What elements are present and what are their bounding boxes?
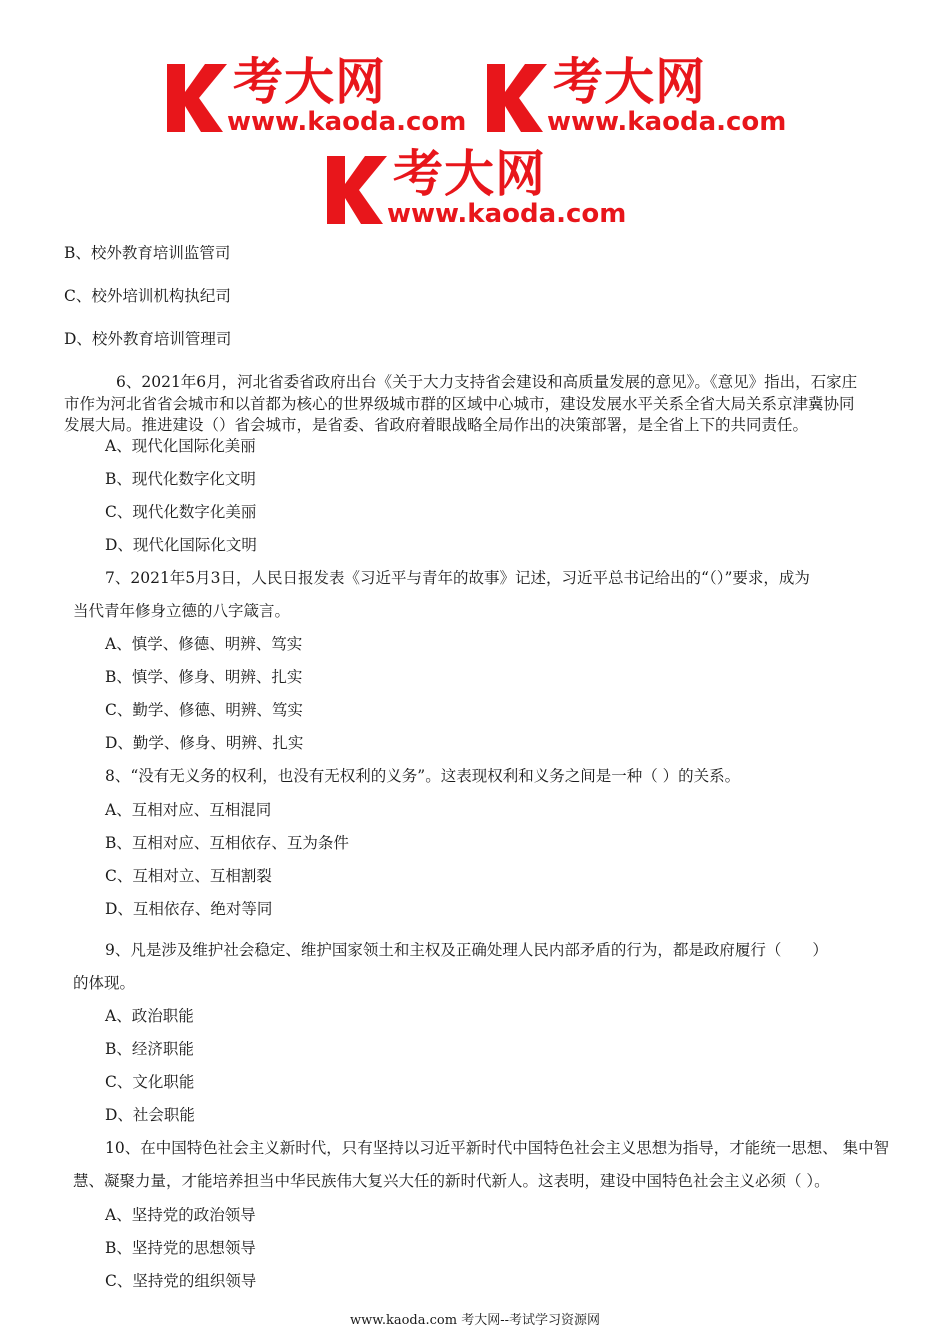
q6-stem-line-3: 发展大局。推进建设（）省会城市，是省委、省政府着眼战略全局作出的决策部署，是全省上下的共同责任。	[64, 416, 809, 434]
q5-option-d: D、校外教育培训管理司	[64, 330, 232, 348]
k-logo-icon	[165, 56, 235, 136]
kaoda-logo-1	[165, 53, 483, 142]
logo-url-text: www.kaoda.com	[387, 199, 627, 229]
q7-option-b: B、慎学、修身、明辨、扎实	[105, 668, 303, 686]
q8-option-d: D、互相依存、绝对等同	[105, 900, 273, 918]
q10-option-b: B、坚持党的思想领导	[105, 1239, 256, 1257]
q10-option-c: C、坚持党的组织领导	[105, 1272, 257, 1290]
q10-stem-line-2: 慧、凝聚力量，才能培养担当中华民族伟大复兴大任的新时代新人。这表明，建设中国特色社会主义必须（ ）。	[73, 1172, 830, 1190]
q9-stem-line-2: 的体现。	[73, 974, 136, 992]
q9-option-b: B、经济职能	[105, 1040, 194, 1058]
q6-stem-line-2: 市作为河北省省会城市和以首都为核心的世界级城市群的区域中心城市，建设发展水平关系全省大局关系京津冀协同	[64, 395, 855, 413]
q9-option-a: A、政治职能	[105, 1007, 194, 1025]
q7-option-a: A、慎学、修德、明辨、笃实	[105, 635, 303, 653]
logo-brand-text: 考大网	[553, 53, 706, 111]
k-logo-icon	[325, 148, 395, 228]
q10-option-a: A、坚持党的政治领导	[105, 1206, 256, 1224]
page-footer: www.kaoda.com 考大网--考试学习资源网	[350, 1313, 600, 1328]
q5-option-b: B、校外教育培训监管司	[64, 244, 231, 262]
q6-option-d: D、现代化国际化文明	[105, 536, 257, 554]
q7-option-c: C、勤学、修德、明辨、笃实	[105, 701, 303, 719]
q8-stem-line-1: 8、“没有无义务的权利，也没有无权利的义务”。这表现权利和义务之间是一种（ ）的关系。	[105, 767, 741, 785]
q9-option-c: C、文化职能	[105, 1073, 195, 1091]
q7-stem-line-2: 当代青年修身立德的八字箴言。	[73, 602, 291, 620]
q8-option-a: A、互相对应、互相混同	[105, 801, 272, 819]
q7-stem-line-1: 7、2021年5月3日，人民日报发表《习近平与青年的故事》记述，习近平总书记给出的“（）”要求，成为	[105, 569, 810, 587]
kaoda-logo-2	[485, 53, 803, 142]
q7-option-d: D、勤学、修身、明辨、扎实	[105, 734, 304, 752]
q5-option-c: C、校外培训机构执纪司	[64, 287, 231, 305]
q6-option-b: B、现代化数字化文明	[105, 470, 256, 488]
q8-option-c: C、互相对立、互相割裂	[105, 867, 272, 885]
q6-option-c: C、现代化数字化美丽	[105, 503, 257, 521]
logo-brand-text: 考大网	[393, 145, 546, 203]
q6-option-a: A、现代化国际化美丽	[105, 437, 256, 455]
logo-url-text: www.kaoda.com	[227, 107, 467, 137]
q9-stem-line-1: 9、凡是涉及维护社会稳定、维护国家领土和主权及正确处理人民内部矛盾的行为，都是政府履行（ ）	[105, 941, 828, 959]
logo-brand-text: 考大网	[233, 53, 386, 111]
logo-url-text: www.kaoda.com	[547, 107, 787, 137]
q6-stem-line-1: 6、2021年6月，河北省委省政府出台《关于大力支持省会建设和高质量发展的意见》。《意见》指出，石家庄	[116, 373, 858, 391]
q10-stem-line-1: 10、在中国特色社会主义新时代，只有坚持以习近平新时代中国特色社会主义思想为指导，才能统一思想、 集中智	[105, 1139, 890, 1157]
q8-option-b: B、互相对应、互相依存、互为条件	[105, 834, 349, 852]
kaoda-logo-3	[325, 145, 643, 234]
k-logo-icon	[485, 56, 555, 136]
q9-option-d: D、社会职能	[105, 1106, 195, 1124]
